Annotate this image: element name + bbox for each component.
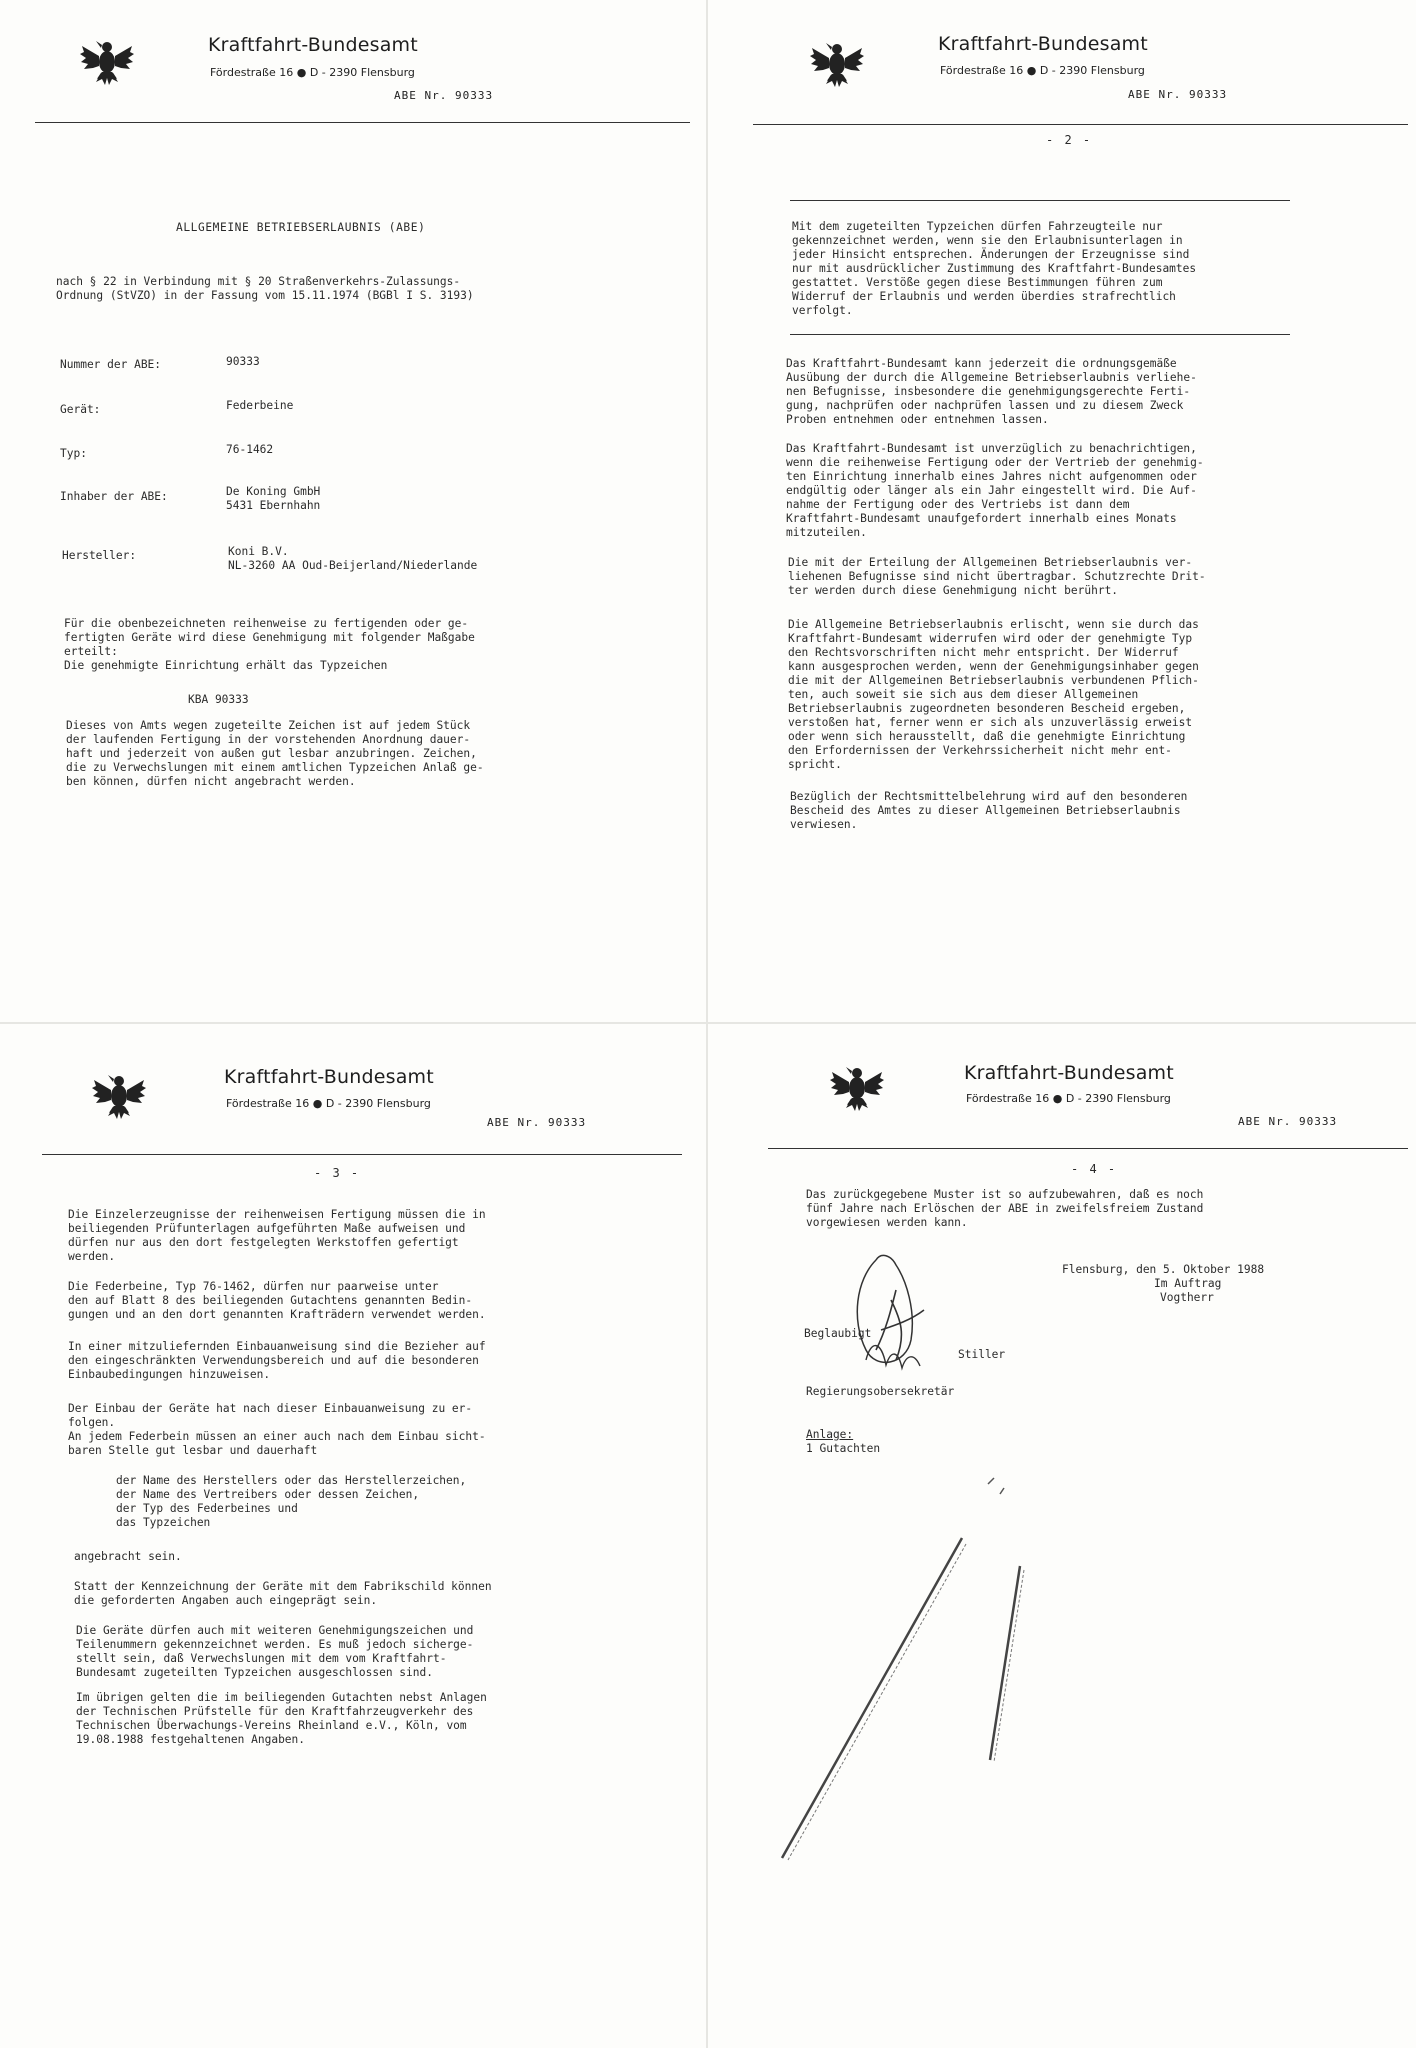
- box-rule-bottom: [790, 334, 1290, 335]
- place-date: Flensburg, den 5. Oktober 1988: [1062, 1263, 1265, 1276]
- field-label-device: Gerät:: [60, 403, 101, 416]
- attached-paragraph: angebracht sein.: [74, 1550, 182, 1563]
- agency-name: Kraftfahrt-Bundesamt: [938, 33, 1148, 55]
- field-value-manufacturer: Koni B.V. NL-3260 AA Oud-Beijerland/Niederlande: [228, 545, 478, 572]
- dimensions-paragraph: Die Einzelerzeugnisse der reihenweisen Fertigung müssen die in beiliegenden Prüfunterlagen aufgeführten Maße aufweisen und dürfen nur aus den dort festgelegten Werkstoffen gefertigt werden.: [68, 1208, 486, 1263]
- legal-basis: nach § 22 in Verbindung mit § 20 Straßenverkehrs-Zulassungs- Ordnung (StVZO) in der Fassung vom 15.11.1974 (BGBl I S. 3193): [56, 275, 474, 302]
- notification-paragraph: Das Kraftfahrt-Bundesamt ist unverzüglich zu benachrichtigen, wenn die reihenweise Fertigung oder der Vertrieb der genehmig- ten Einrichtung innerhalb eines Jahres nicht aufgenommen oder endgültig oder länger als ein Jahr eingestellt wird. Die Auf- nahme der Fertigung oder des Vertriebs ist dann dem Kraftfahrt-Bundesamt unaufgefordert innerhalb eines Monats mitzuteilen.: [786, 442, 1204, 539]
- expiry-paragraph: Die Allgemeine Betriebserlaubnis erlischt, wenn sie durch das Kraftfahrt-Bundesamt widerrufen wird oder der genehmigte Typ den Rechtsvorschriften nicht mehr entspricht. Der Widerruf kann ausgesprochen werden, wenn der Genehmigungsinhaber gegen die mit der Allgemeinen Betriebserlaubnis verbundenen Pflich- ten, auch soweit sie sich aus dem dieser Allgemeinen Betriebserlaubnis zugeordneten besonderen Bescheid ergeben, verstoßen hat, ferner wenn er sich als unzuverlässig erweist oder wenn sich herausstellt, daß die genehmigte Einrichtung den Erfordernissen der Verkehrssicherheit nicht mehr ent- spricht.: [788, 618, 1199, 771]
- header-rule: [42, 1154, 682, 1155]
- grant-paragraph: Für die obenbezeichneten reihenweise zu fertigenden oder ge- fertigten Geräte wird diese Genehmigung mit folgender Maßgabe erteilt: Die genehmigte Einrichtung erhält das Typzeichen: [64, 617, 475, 672]
- sample-retention-paragraph: Das zurückgegebene Muster ist so aufzubewahren, daß es noch fünf Jahre nach Erlöschen der ABE in zweifelsfreiem Zustand vorgewiesen werden kann.: [806, 1188, 1204, 1229]
- pairwise-use-paragraph: Die Federbeine, Typ 76-1462, dürfen nur paarweise unter den auf Blatt 8 des beiliegenden Gutachtens genannten Bedin- gungen und an den dort genannten Krafträdern verwendet werden.: [68, 1280, 486, 1321]
- signatory-name: Vogtherr: [1160, 1291, 1214, 1304]
- agency-address: Fördestraße 16 ● D - 2390 Flensburg: [940, 64, 1145, 77]
- federal-eagle-icon: [90, 1066, 148, 1124]
- page-1: [0, 0, 708, 1024]
- field-label-type: Typ:: [60, 447, 87, 460]
- page-number: - 4 -: [1071, 1162, 1118, 1176]
- agency-address: Fördestraße 16 ● D - 2390 Flensburg: [966, 1092, 1171, 1105]
- agency-address: Fördestraße 16 ● D - 2390 Flensburg: [226, 1097, 431, 1110]
- box-rule-top: [790, 200, 1290, 201]
- field-label-holder: Inhaber der ABE:: [60, 490, 168, 503]
- embossing-paragraph: Statt der Kennzeichnung der Geräte mit dem Fabrikschild können die geforderten Angaben auch eingeprägt sein.: [74, 1580, 492, 1607]
- federal-eagle-icon: [78, 32, 136, 90]
- marking-list: der Name des Herstellers oder das Herstellerzeichen, der Name des Vertreibers oder dessen Zeichen, der Typ des Federbeines und das Typzeichen: [116, 1474, 467, 1529]
- mark-paragraph: Dieses von Amts wegen zugeteilte Zeichen ist auf jedem Stück der laufenden Fertigung in der vorstehenden Anordnung dauer- haft und jederzeit von außen gut lesbar anzubringen. Zeichen, die zu Verwechslungen mit einem amtlichen Typzeichen Anlaß ge- ben können, dürfen nicht angebracht werden.: [66, 719, 484, 788]
- legal-remedy-paragraph: Bezüglich der Rechtsmittelbelehrung wird auf den besonderen Bescheid des Amtes zu dieser Allgemeinen Betriebserlaubnis verwiesen.: [790, 790, 1188, 831]
- abe-reference: ABE Nr. 90333: [1128, 88, 1228, 101]
- field-value-abe-number: 90333: [226, 355, 260, 368]
- im-auftrag: Im Auftrag: [1154, 1277, 1222, 1290]
- abe-reference: ABE Nr. 90333: [394, 89, 494, 102]
- type-mark-usage-paragraph: Mit dem zugeteilten Typzeichen dürfen Fahrzeugteile nur gekennzeichnet werden, wenn sie den Erlaubnisunterlagen in jeder Hinsicht entsprechen. Änderungen der Erzeugnisse sind nur mit ausdrücklicher Zustimmung des Kraftfahrt-Bundesamtes gestattet. Verstöße gegen diese Bestimmungen führen zum Widerruf der Erlaubnis und werden überdies strafrechtlich verfolgt.: [792, 220, 1197, 317]
- cancellation-strike-lines: [768, 1464, 1068, 1884]
- clerk-name: Stiller: [958, 1348, 1006, 1361]
- clerk-title: Regierungsobersekretär: [806, 1385, 955, 1398]
- agency-name: Kraftfahrt-Bundesamt: [224, 1066, 434, 1088]
- field-value-holder: De Koning GmbH 5431 Ebernhahn: [226, 485, 321, 512]
- page-3: [0, 1024, 708, 2048]
- marking-paragraph: Der Einbau der Geräte hat nach dieser Einbauanweisung zu er- folgen. An jedem Federbein müssen an einer auch nach dem Einbau sicht- baren Stelle gut lesbar und dauerhaft: [68, 1402, 486, 1457]
- enclosure-item: 1 Gutachten: [806, 1442, 881, 1455]
- installation-instructions-paragraph: In einer mitzuliefernden Einbauanweisung sind die Bezieher auf den eingeschränkten Verwendungsbereich und auf die besonderen Einbaubedingungen hinzuweisen.: [68, 1340, 486, 1381]
- field-value-device: Federbeine: [226, 399, 294, 412]
- page-4: [708, 1024, 1416, 2048]
- field-label-abe-number: Nummer der ABE:: [60, 358, 162, 371]
- agency-address: Fördestraße 16 ● D - 2390 Flensburg: [210, 66, 415, 79]
- agency-name: Kraftfahrt-Bundesamt: [964, 1062, 1174, 1084]
- federal-eagle-icon: [808, 34, 866, 92]
- report-reference-paragraph: Im übrigen gelten die im beiliegenden Gutachten nebst Anlagen der Technischen Prüfstelle für den Kraftfahrzeugverkehr des Technischen Überwachungs-Vereins Rheinland e.V., Köln, vom 19.08.1988 festgehaltenen Angaben.: [76, 1691, 487, 1746]
- header-rule: [768, 1148, 1408, 1149]
- page-2: [708, 0, 1416, 1024]
- federal-eagle-icon: [828, 1058, 886, 1116]
- page-number: - 2 -: [1046, 133, 1093, 147]
- field-value-type: 76-1462: [226, 443, 274, 456]
- additional-marks-paragraph: Die Geräte dürfen auch mit weiteren Genehmigungszeichen und Teilenummern gekennzeichnet werden. Es muß jedoch sicherge- stellt sein, daß Verwechslungen mit dem vom Kraftfahrt- Bundesamt zugeteilten Typzeichen ausgeschlossen sind.: [76, 1624, 474, 1679]
- type-mark: KBA 90333: [188, 693, 249, 706]
- document-title: ALLGEMEINE BETRIEBSERLAUBNIS (ABE): [176, 221, 426, 234]
- sheet-divider-horizontal: [0, 1022, 1416, 1024]
- header-rule: [35, 122, 690, 123]
- handwritten-signature: [836, 1240, 956, 1400]
- abe-reference: ABE Nr. 90333: [487, 1116, 587, 1129]
- sheet-divider-vertical: [706, 0, 708, 2048]
- field-label-manufacturer: Hersteller:: [62, 549, 137, 562]
- page-number: - 3 -: [314, 1166, 361, 1180]
- certified-label: Beglaubigt: [804, 1327, 872, 1340]
- enclosure-label: Anlage:: [806, 1428, 854, 1441]
- inspection-paragraph: Das Kraftfahrt-Bundesamt kann jederzeit die ordnungsgemäße Ausübung der durch die Allgemeine Betriebserlaubnis verliehe- nen Befugnisse, insbesondere die genehmigungsgerechte Ferti- gung, nachprüfen oder nachprüfen lassen und zu diesem Zweck Proben entnehmen oder entnehmen lassen.: [786, 357, 1197, 426]
- header-rule: [753, 124, 1408, 125]
- agency-name: Kraftfahrt-Bundesamt: [208, 34, 418, 56]
- abe-reference: ABE Nr. 90333: [1238, 1115, 1338, 1128]
- transfer-paragraph: Die mit der Erteilung der Allgemeinen Betriebserlaubnis ver- liehenen Befugnisse sind nicht übertragbar. Schutzrechte Drit- ter werden durch diese Genehmigung nicht berührt.: [788, 556, 1206, 597]
